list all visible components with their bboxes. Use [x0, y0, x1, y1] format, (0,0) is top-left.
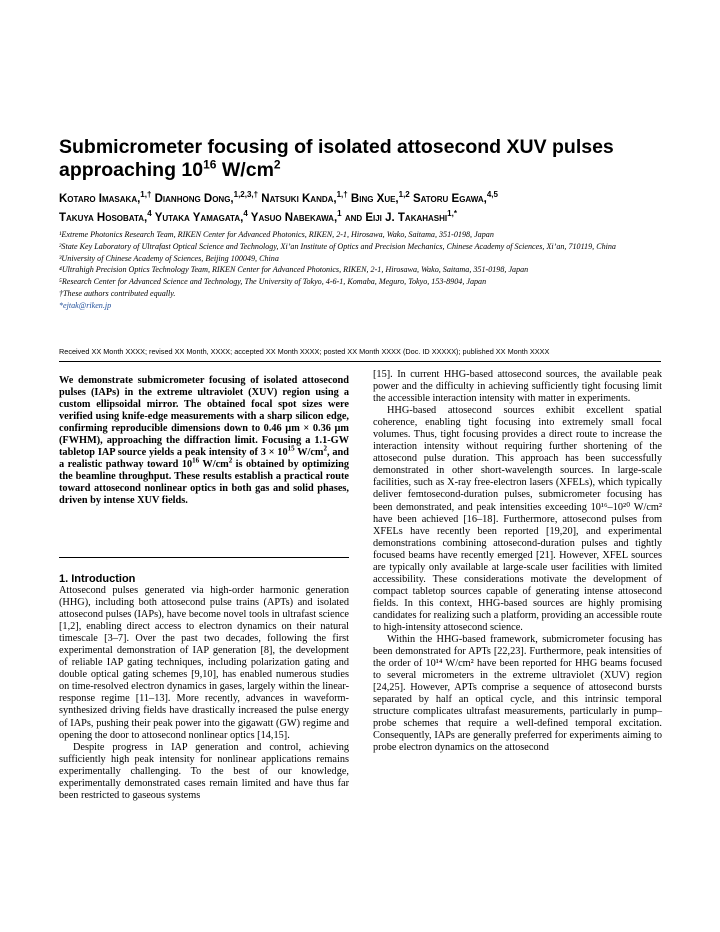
body-paragraph: [15]. In current HHG-based attosecond sources, the available peak power and the difficulty in achieving sufficiently tight focusing limit the accessible interaction intensity with matter in experiments.	[373, 369, 662, 405]
body-paragraph: Within the HHG-based framework, submicrometer focusing has been demonstrated for APTs [22,23]. Furthermore, peak intensities of the order of 10¹⁴ W/cm² have been reported for HHG beams focused to several micrometers in the extreme ultraviolet (XUV) region [24,25]. However, APTs comprise a sequence of attosecond bursts separated by half an optical cycle, and this intrinsic temporal structure complicates ultrafast measurements, particularly in pump–probe schemes that require a well-defined temporal excitation. Consequently, IAPs are generally preferred for experiments aiming to probe electron dynamics on the attosecond	[373, 634, 662, 754]
body-paragraph: Despite progress in IAP generation and control, achieving sufficiently high peak intensity for nonlinear applications remains experimentally challenging. To the best of our knowledge, experimentally demonstrated cases remain limited and have thus far been restricted to gaseous systems	[59, 741, 349, 801]
title-unit-superscript: 2	[273, 157, 281, 172]
author-list	[59, 190, 659, 228]
author: Bing Xue,$^{1,2}$	[350, 190, 410, 205]
right-column-body	[373, 369, 662, 755]
affiliation: ¹Extreme Photonics Research Team, RIKEN Center for Advanced Photonics, RIKEN, 2-1, Hirosawa, Wako, Saitama, 351-0198, Japan	[59, 230, 494, 239]
author: Natsuki Kanda,$^{1,\dagger}$	[261, 190, 348, 205]
author: Kotaro Imasaka,$^{1,\dagger}$	[59, 190, 152, 205]
author: Satoru Egawa,$^{4,5}$	[412, 190, 498, 205]
author: Yasuo Nabekawa,$^1$	[250, 209, 342, 224]
abstract-divider	[59, 557, 349, 558]
corresponding-email-link[interactable]: *ejtak@riken.jp	[59, 300, 112, 310]
body-paragraph: HHG-based attosecond sources exhibit excellent spatial coherence, enabling tight focusing into extremely small focal volumes. Thus, tight focusing provides a direct route to increase the interaction intensity without requiring further shortening of the attosecond pulse duration. This approach has been successfully demonstrated in other short-wavelength sources. In large-scale facilities, such as X-ray free-electron lasers (XFELs), which typically deliver femtosecond-duration pulses, submicrometer focusing has been demonstrated, and peak intensities exceeding 10¹⁶–10²⁰ W/cm² have been achieved [16–18]. Furthermore, attosecond pulses from XFELs have recently been reported [19,20], and experimental demonstrations combining attosecond-duration pulses and tightly focused beams have recently emerged [21]. However, XFEL sources are typically only available at large-scale user facilities with limited accessibility. These considerations motivate the development of compact tabletop sources capable of generating intense attosecond fields. In this context, HHG-based sources are highly promising candidates for realizing such a platform, providing an accessible route to high-intensity attosecond science.	[373, 405, 662, 633]
abstract: We demonstrate submicrometer focusing of isolated attosecond pulses (IAPs) in the extreme ultraviolet (XUV) region using a custom ellipsoidal mirror. The obtained focal spot sizes were verified using knife-edge measurements with a sharp silicon edge, confirming reproducible dimensions down to 0.46 µm × 0.36 µm (FWHM), approaching the diffraction limit. Focusing a 1.1-GW tabletop IAP source yields a peak intensity of $3 \times 10^{15}$ $W/cm^2$, and a realistic pathway toward $10^{16}$ $W/cm^2$ is obtained by optimizing the beamline throughput. These results establish a practical route toward attosecond nonlinear optics in both gas and solid phases, driven by intense XUV fields.	[59, 375, 350, 507]
paper-title	[59, 136, 659, 182]
section-heading-introduction: 1. Introduction	[59, 573, 136, 585]
author: and Eiji J. Takahashi$^{1,*}$	[344, 209, 457, 224]
equal-contribution-note: †These authors contributed equally.	[59, 288, 176, 298]
affiliation: ⁴Ultrahigh Precision Optics Technology Team, RIKEN Center for Advanced Photonics, RIKEN, 2-1, Hirosawa, Wako, Saitama, 351-0198, Japan	[59, 265, 529, 275]
author: Dianhong Dong,$^{1,2,3,\dagger}$	[154, 190, 259, 205]
received-dates: Received XX Month XXXX; revised XX Month, XXXX; accepted XX Month XXXX; posted XX Month XXXX (Doc. ID XXXXX); published XX Month XXXX	[59, 347, 550, 356]
affiliation: ²State Key Laboratory of Ultrafast Optical Science and Technology, Xi’an Institute of Optics and Precision Mechanics, Chinese Academy of Sciences, Xi’an, 710119, China	[59, 241, 616, 251]
title-superscript: 16	[203, 157, 217, 172]
header-divider	[59, 361, 661, 362]
affiliation: ⁵Research Center for Advanced Science and Technology, The University of Tokyo, 4-6-1, Komaba, Meguro, Tokyo, 153-8904, Japan	[59, 277, 487, 287]
title-unit: W/cm	[216, 159, 274, 181]
author: Yutaka Yamagata,$^4$	[154, 209, 248, 224]
affiliations	[59, 229, 669, 312]
left-column-body	[59, 585, 349, 802]
affiliation: ³University of Chinese Academy of Sciences, Beijing 100049, China	[59, 253, 279, 263]
author: Takuya Hosobata,$^4$	[59, 209, 152, 224]
body-paragraph: Attosecond pulses generated via high-order harmonic generation (HHG), including both attosecond pulse trains (APTs) and isolated attosecond pulses (IAPs), have become novel tools in ultrafast science [1,2], enabling direct access to electron dynamics on their natural timescale [3–7]. Over the past two decades, following the first experimental demonstration of IAP generation [8], the development of reliable IAP gating techniques, including polarization gating and double optical gating schemes [9,10], has enabled numerous studies on time-resolved electron dynamics in gases, largely within the linear-response regime [11–13]. More recently, advances in waveform-synthesized driving fields have drastically increased the pulse energy of IAPs, pushing their peak power into the gigawatt (GW) regime and opening the door to attosecond nonlinear optics [14,15].	[59, 585, 349, 741]
title-text: Submicrometer focusing of isolated attosecond XUV pulses approaching 10	[59, 136, 614, 181]
